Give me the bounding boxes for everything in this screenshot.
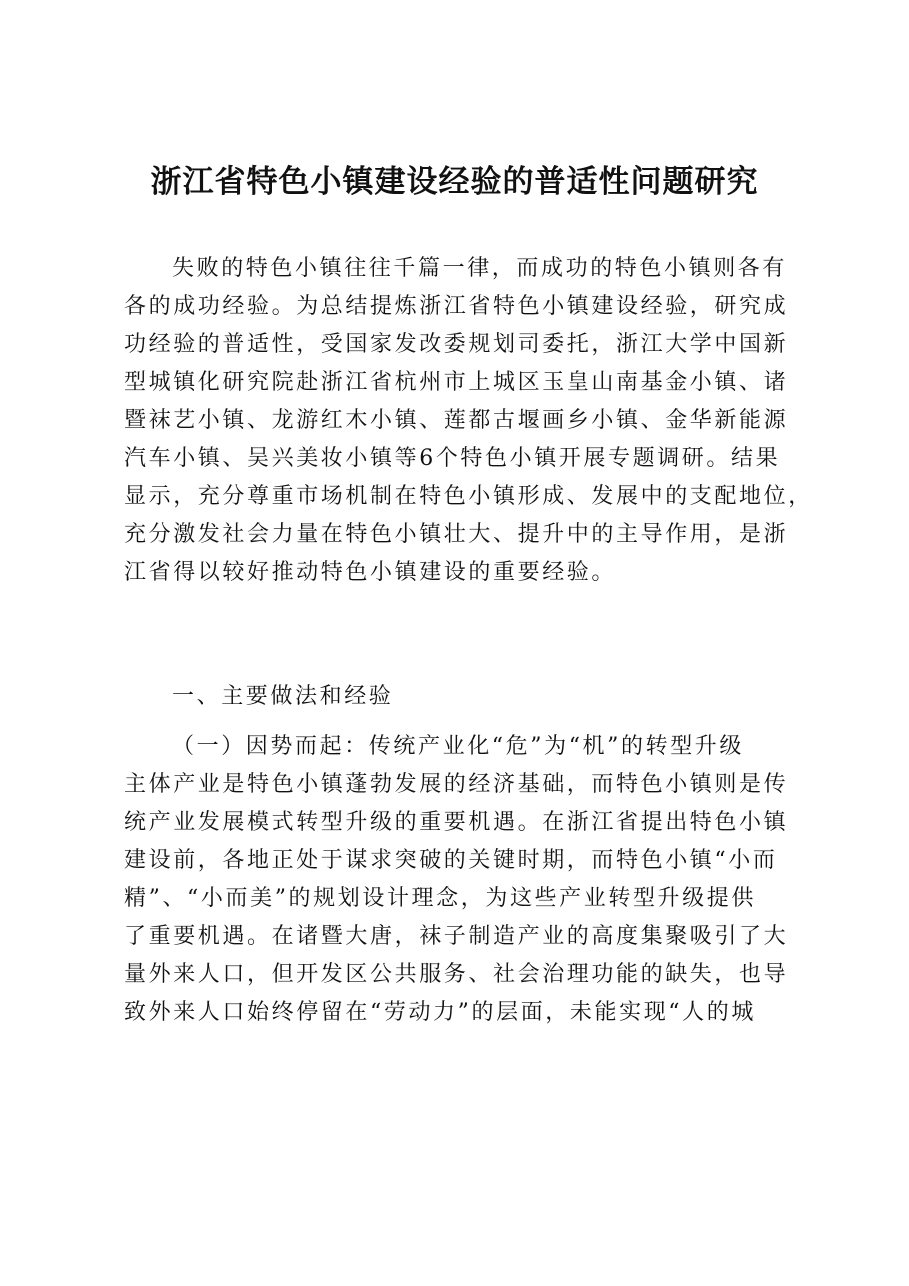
text-line: 建设前，各地正处于谋求突破的关键时期，而特色小镇“小而 xyxy=(124,848,778,873)
text-line: 致外来人口始终停留在“劳动力”的层面，未能实现“人的城 xyxy=(124,1000,756,1025)
text-line: 型城镇化研究院赴浙江省杭州市上城区玉皇山南基金小镇、诸 xyxy=(124,370,789,395)
text-line: 统产业发展模式转型升级的重要机遇。在浙江省提出特色小镇 xyxy=(124,810,789,835)
document-title: 浙江省特色小镇建设经验的普适性问题研究 xyxy=(150,164,759,200)
text-line: 精”、“小而美”的规划设计理念，为这些产业转型升级提供 xyxy=(124,886,756,911)
text-line: 显示，充分尊重市场机制在特色小镇形成、发展中的支配地位， xyxy=(124,484,813,509)
text-line: 暨袜艺小镇、龙游红木小镇、莲都古堰画乡小镇、金华新能源 xyxy=(124,408,789,433)
text-line: 失败的特色小镇往往千篇一律，而成功的特色小镇则各有 xyxy=(172,256,788,281)
text-line: 主体产业是特色小镇蓬勃发展的经济基础，而特色小镇则是传 xyxy=(124,772,789,797)
text-line: 各的成功经验。为总结提炼浙江省特色小镇建设经验，研究成 xyxy=(124,294,789,319)
body-paragraph-2 xyxy=(124,728,804,1032)
text-line: 功经验的普适性，受国家发改委规划司委托，浙江大学中国新 xyxy=(124,332,789,357)
text-line: 量外来人口，但开发区公共服务、社会治理功能的缺失，也导 xyxy=(124,962,789,987)
section-heading xyxy=(124,678,804,716)
section-heading-text: 一、主要做法和经验 xyxy=(172,684,394,709)
text-line: 充分激发社会力量在特色小镇壮大、提升中的主导作用，是浙 xyxy=(124,522,789,547)
text-line: 汽车小镇、吴兴美妆小镇等6个特色小镇开展专题调研。结果 xyxy=(124,446,781,471)
text-line: 江省得以较好推动特色小镇建设的重要经验。 xyxy=(124,560,617,585)
text-line: 了重要机遇。在诸暨大唐，袜子制造产业的高度集聚吸引了大 xyxy=(124,924,789,949)
subsection-heading: （一）因势而起：传统产业化“危”为“机”的转型升级 xyxy=(172,734,744,759)
body-paragraph-1 xyxy=(124,250,813,592)
